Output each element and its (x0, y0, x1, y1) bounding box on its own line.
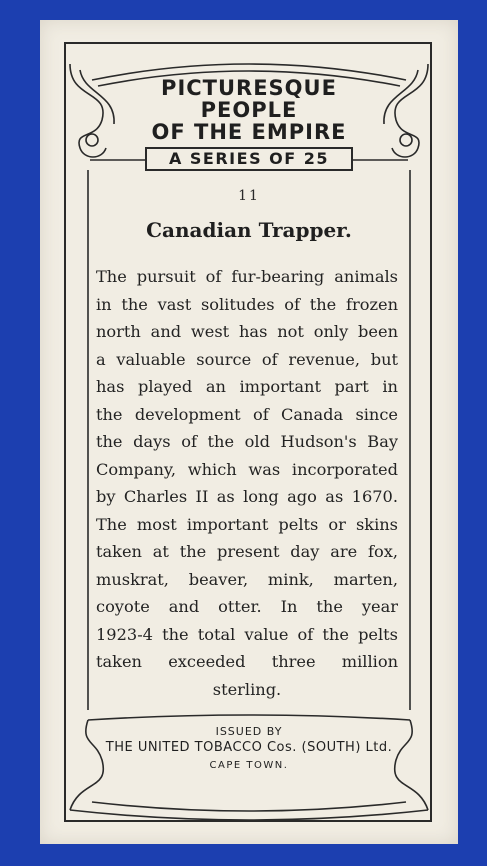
issuer-city: CAPE TOWN. (209, 760, 289, 771)
description-line: Company, which was incorporated (96, 459, 398, 479)
series-label: A SERIES OF 25 (145, 147, 353, 171)
description-line: 1923-4 the total value of the pelts (96, 624, 398, 644)
cigarette-card (40, 20, 458, 844)
description-line: The pursuit of fur-bearing animals (96, 267, 398, 286)
description-line: coyote and otter. In the year (96, 597, 398, 616)
description-line: muskrat, beaver, mink, marten, (96, 569, 398, 589)
description-line: in the vast solitudes of the frozen (96, 294, 398, 314)
description-line: the days of the old Hudson's Bay (96, 432, 398, 451)
issuer-name: THE UNITED TOBACCO Cos. (SOUTH) Ltd. (105, 740, 393, 755)
description-line: a valuable source of revenue, but (96, 349, 398, 369)
description-line: by Charles II as long ago as 1670. (96, 487, 398, 506)
description-line: taken exceeded three million (96, 652, 398, 671)
card-number: 11 (238, 188, 260, 204)
description-line: has played an important part in (96, 377, 398, 396)
issued-by-label: ISSUED BY (215, 725, 283, 738)
title-line-1: PICTURESQUE (161, 76, 337, 100)
description-line: The most important pelts or skins (96, 514, 398, 534)
description-line: taken at the present day are fox, (96, 542, 398, 561)
description-line: sterling. (212, 679, 282, 699)
description-line: north and west has not only been (96, 322, 398, 341)
title-line-3: OF THE EMPIRE (151, 120, 347, 144)
title-line-2: PEOPLE (200, 98, 298, 122)
card-heading: Canadian Trapper. (146, 218, 352, 242)
card-description (96, 263, 398, 703)
description-line: the development of Canada since (96, 404, 398, 424)
